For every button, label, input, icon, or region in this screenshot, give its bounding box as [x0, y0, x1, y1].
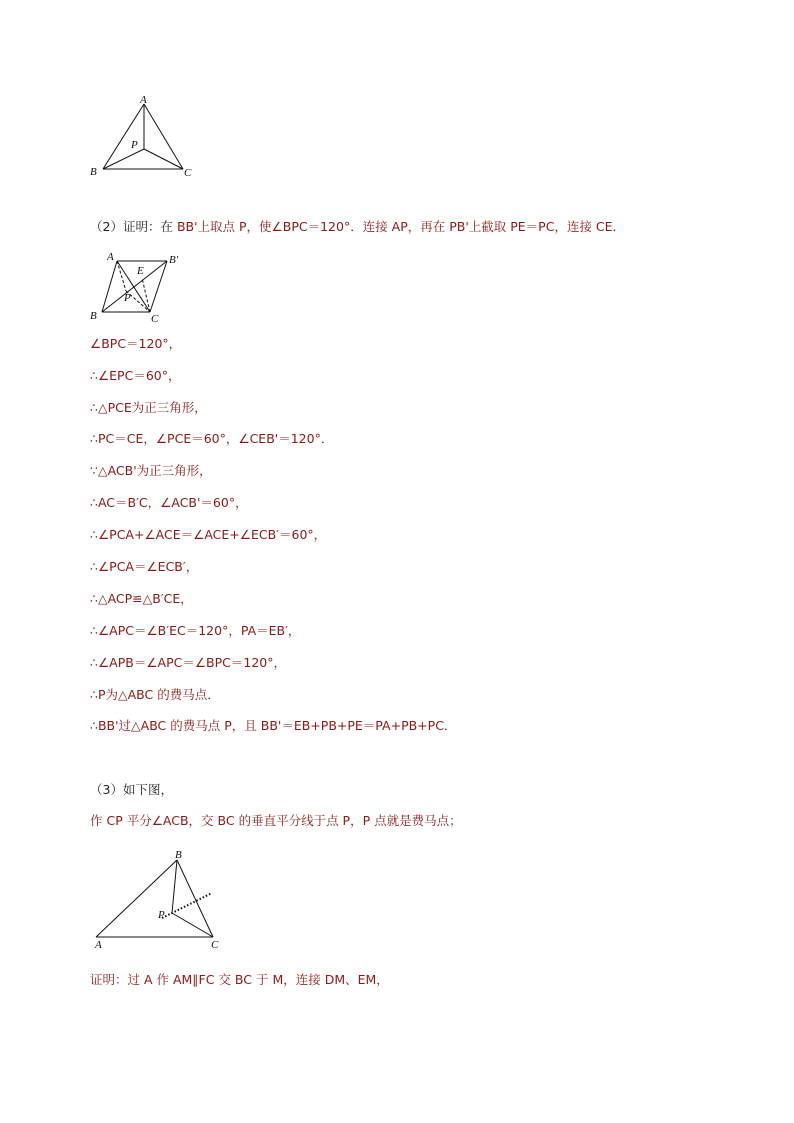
proof-step-6: ∴AC＝B′C，∠ACB'＝60°， — [90, 495, 248, 510]
label-c: C — [151, 313, 159, 325]
label-b: B — [90, 310, 97, 322]
part3-title: （3）如下图， — [90, 782, 173, 797]
part3-proof-start: 证明：过 A 作 AM∥FC 交 BC 于 M，连接 DM、EM， — [90, 972, 389, 987]
edge-ab — [96, 860, 177, 937]
proof-step-2: ∴∠EPC＝60°， — [90, 368, 181, 383]
part3-construction: 作 CP 平分∠ACB，交 BC 的垂直平分线于点 P，P 点就是费马点； — [90, 813, 462, 828]
edge-bc — [177, 860, 213, 937]
label-e: E — [137, 265, 144, 277]
proof-step-9: ∴△ACP≌△B′CE， — [90, 591, 193, 606]
label-c: C — [184, 167, 192, 179]
edge-a-b — [102, 261, 117, 312]
proof-step-5: ∵△ACB'为正三角形， — [90, 463, 212, 478]
proof-step-3: ∴△PCE为正三角形， — [90, 400, 207, 415]
figure-parallelogram — [85, 250, 195, 330]
label-c: C — [211, 939, 219, 951]
label-a: A — [95, 939, 102, 951]
proof-step-4: ∴PC＝CE，∠PCE＝60°，∠CEB'＝120°． — [90, 431, 334, 446]
label-p: P — [124, 292, 131, 304]
diagonal-ac — [117, 261, 150, 312]
label-b: B — [175, 849, 182, 861]
label-b-prime: B' — [169, 254, 179, 266]
dashed-ap — [117, 261, 126, 291]
figure-triangle-fermat — [85, 92, 205, 182]
label-p: P — [131, 139, 138, 151]
segment-b-b-prime — [102, 261, 167, 312]
edge-c-b-prime — [150, 261, 167, 312]
proof-step-8: ∴∠PCA＝∠ECB′， — [90, 559, 199, 574]
proof-step-11: ∴∠APB＝∠APC＝∠BPC＝120°， — [90, 655, 287, 670]
part2-title: （2）证明：在 BB'上取点 P，使∠BPC＝120°．连接 AP，再在 PB'上截取 PE＝PC，连接 CE． — [90, 219, 626, 234]
figure-bisector-construction — [90, 845, 230, 955]
proof-step-12: ∴P为△ABC 的费马点． — [90, 687, 220, 702]
label-a: A — [107, 251, 114, 263]
proof-step-10: ∴∠APC＝∠B′EC＝120°，PA＝EB′， — [90, 623, 301, 638]
proof-step-13: ∴BB'过△ABC 的费马点 P，且 BB'＝EB+PB+PE＝PA+PB+PC． — [90, 718, 457, 733]
perpendicular-bisector — [162, 893, 212, 918]
label-b: B — [90, 166, 97, 178]
label-p: P — [158, 909, 165, 921]
segment-bp — [172, 860, 177, 913]
proof-step-1: ∠BPC＝120°， — [90, 336, 182, 351]
dashed-ce — [142, 278, 150, 312]
label-a: A — [140, 94, 147, 106]
proof-step-7: ∴∠PCA+∠ACE＝∠ACE+∠ECB′＝60°， — [90, 527, 327, 542]
